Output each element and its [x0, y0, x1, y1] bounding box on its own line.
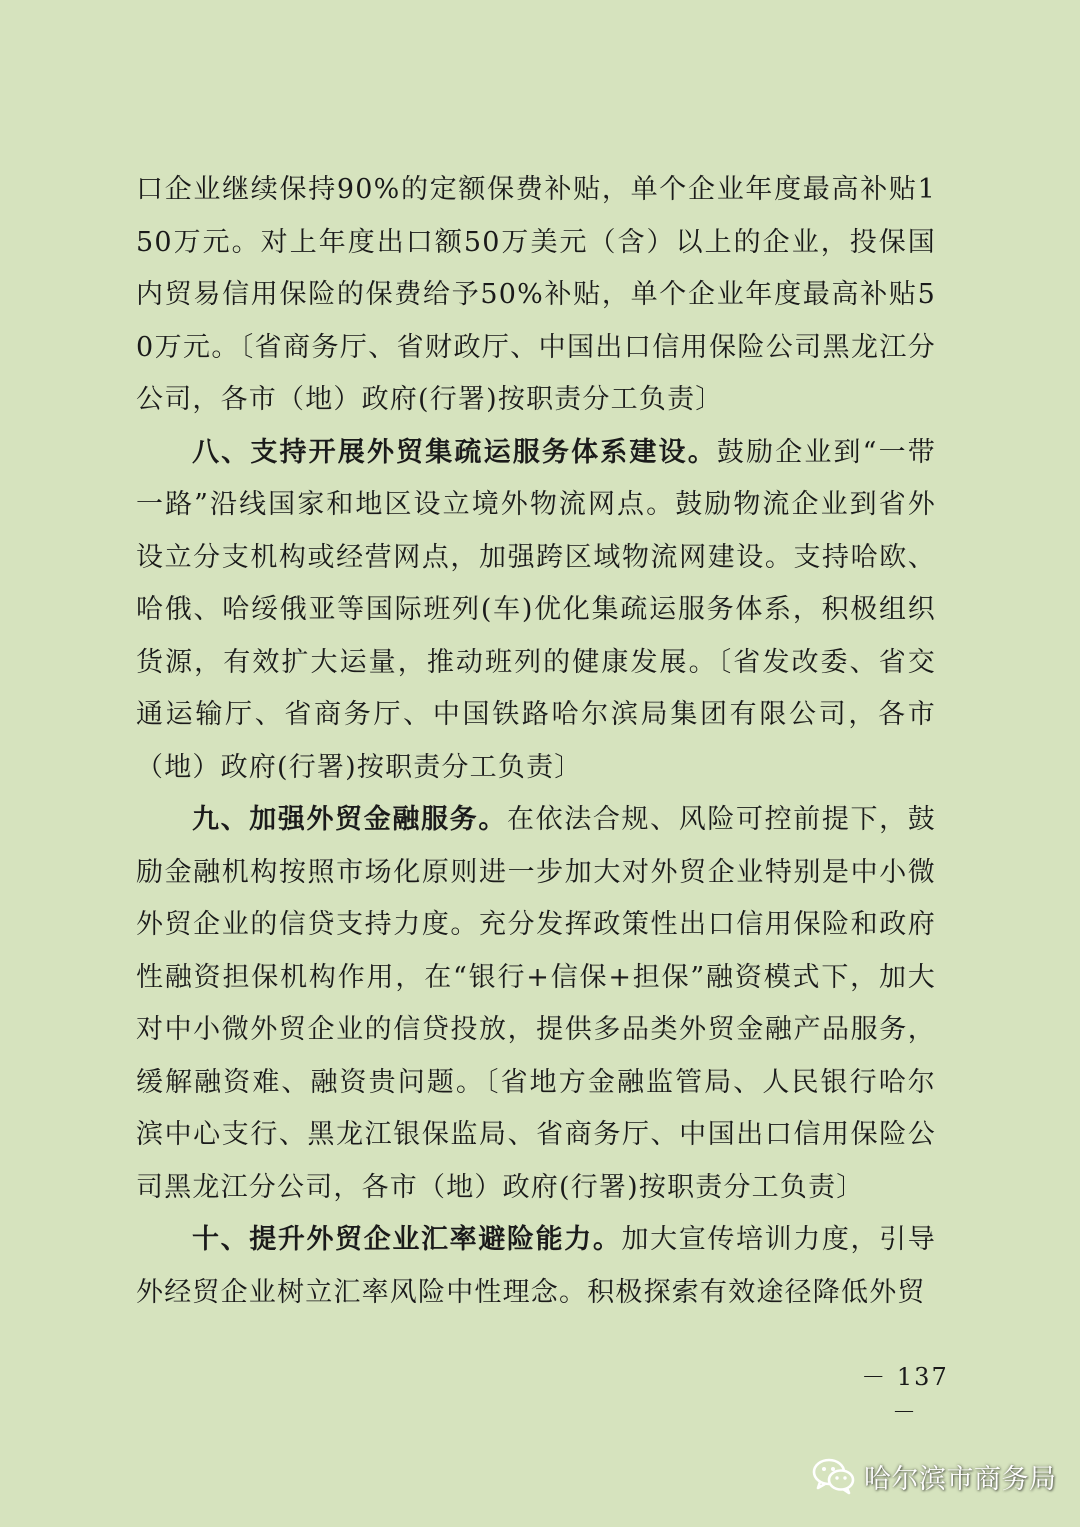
paragraph-heading: 八、支持开展外贸集疏运服务体系建设。 [192, 436, 717, 468]
paragraph-text: 加大宣传培训力度，引导外经贸企业树立汇率风险中性理念。积极探索有效途径降低外贸 [136, 1224, 937, 1308]
paragraph-text: 鼓励企业到“一带一路”沿线国家和地区设立境外物流网点。鼓励物流企业到省外设立分支机构或经营网点，加强跨区域物流网建设。支持哈欧、哈俄、哈绥俄亚等国际班列(车)优化集疏运服务体系，积极组织货源，有效扩大运量，推动班列的健康发展。〔省发改委、省交通运输厅、省商务厅、中国铁路哈尔滨局集团有限公司，各市（地）政府(行署)按职责分工负责〕 [136, 436, 936, 783]
watermark-text: 哈尔滨市商务局 [864, 1463, 1057, 1495]
page-number: － 137 － [861, 1363, 949, 1426]
paragraph-continuation [136, 164, 936, 427]
wechat-icon [812, 1457, 856, 1495]
paragraph-heading: 九、加强外贸金融服务。 [192, 804, 507, 835]
paragraph-heading: 十、提升外贸企业汇率避险能力。 [192, 1224, 622, 1255]
paragraph-text: 在依法合规、风险可控前提下，鼓励金融机构按照市场化原则进一步加大对外贸企业特别是中小微外贸企业的信贷支持力度。充分发挥政策性出口信用保险和政府性融资担保机构作用，在“银行+信保+担保”融资模式下，加大对中小微外贸企业的信贷投放，提供多品类外贸金融产品服务，缓解融资难、融资贵问题。〔省地方金融监管局、人民银行哈尔滨中心支行、黑龙江银保监局、省商务厅、中国出口信用保险公司黑龙江分公司，各市（地）政府(行署)按职责分工负责〕 [136, 804, 936, 1203]
document-body [136, 164, 936, 1319]
paragraph-section-9 [136, 794, 936, 1214]
paragraph-section-10 [136, 1214, 936, 1319]
watermark [812, 1452, 1057, 1500]
paragraph-text: 口企业继续保持90%的定额保费补贴，单个企业年度最高补贴150万元。对上年度出口额50万美元（含）以上的企业，投保国内贸易信用保险的保费给予50%补贴，单个企业年度最高补贴50万元。〔省商务厅、省财政厅、中国出口信用保险公司黑龙江分公司，各市（地）政府(行署)按职责分工负责〕 [136, 174, 936, 415]
paragraph-section-8 [136, 427, 936, 795]
